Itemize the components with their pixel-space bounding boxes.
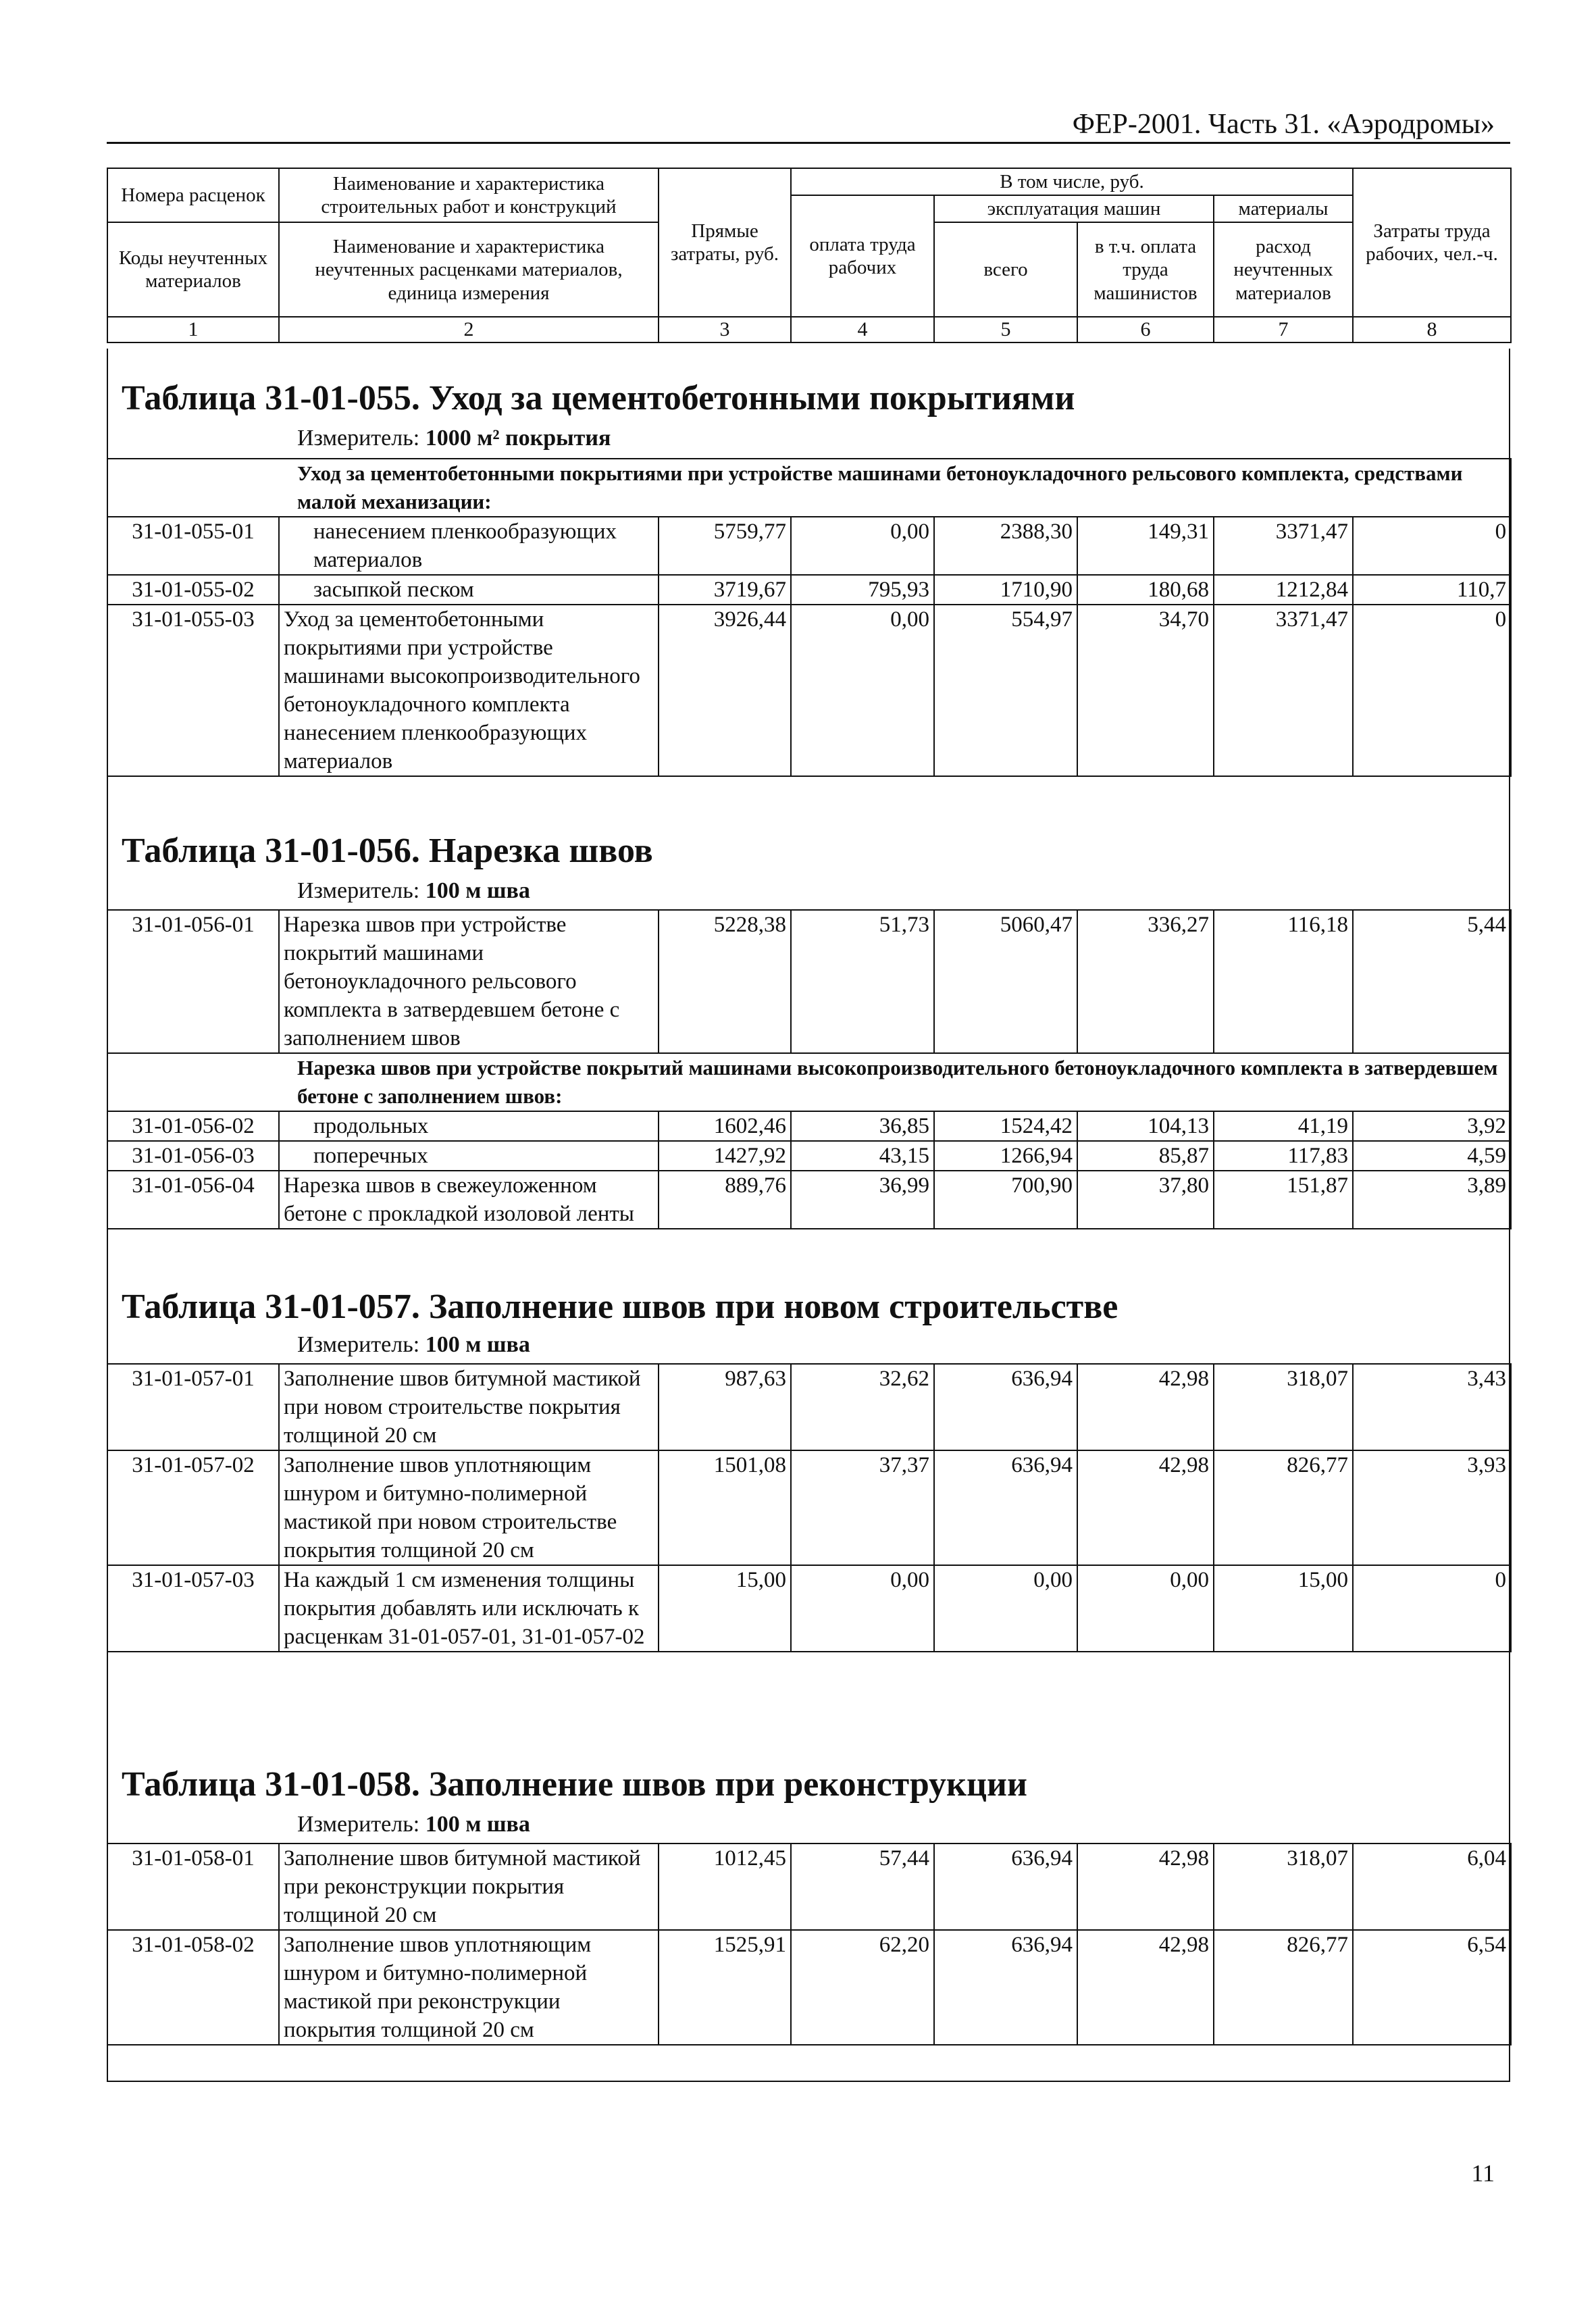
rates-table <box>107 909 1512 1229</box>
col-number: 2 <box>279 317 659 342</box>
rates-table <box>107 1843 1512 2045</box>
group-row <box>107 459 1511 517</box>
col2-top-header: Наименование и характеристика строительных работ и конструкций <box>279 168 659 222</box>
section-measure: Измеритель: 1000 м² покрытия <box>297 426 611 451</box>
group-row <box>107 1053 1511 1111</box>
col6-header: в т.ч. оплата труда машинистов <box>1077 222 1214 317</box>
table-row: 31-01-056-03 поперечных 1427,92 43,15 1266,94 85,87 117,83 4,59 <box>107 1141 1511 1171</box>
col-number: 1 <box>107 317 279 342</box>
table-row: 31-01-057-03 На каждый 1 см изменения толщины покрытия добавлять или исключать к расценкам 31-01-057-01, 31-01-057-02 15,00 0,00 0,00 0,00 15,00 0 <box>107 1565 1511 1652</box>
section-title: Таблица 31-01-058. Заполнение швов при реконструкции <box>122 1765 1027 1804</box>
section-title: Таблица 31-01-057. Заполнение швов при новом строительстве <box>122 1288 1118 1326</box>
col5-header: всего <box>934 222 1077 317</box>
rates-table <box>107 1363 1512 1652</box>
document-header: ФЕР-2001. Часть 31. «Аэродромы» <box>1072 109 1495 140</box>
included-header: В том числе, руб. <box>791 168 1353 195</box>
col1-bottom-header: Коды неучтенных материалов <box>107 222 279 317</box>
page-number: 11 <box>1471 2160 1495 2187</box>
table-row: 31-01-055-02 засыпкой песком 3719,67 795,93 1710,90 180,68 1212,84 110,7 <box>107 575 1511 605</box>
materials-header: материалы <box>1214 195 1353 222</box>
table-row: 31-01-058-02 Заполнение швов уплотняющим шнуром и битумно-полимерной мастикой при реконструкции покрытия толщиной 20 см 1525,91 62,20 636,94 42,98 826,77 6,54 <box>107 1930 1511 2045</box>
header-divider <box>107 142 1510 144</box>
section-measure: Измеритель: 100 м шва <box>297 1332 530 1357</box>
col-number: 8 <box>1353 317 1511 342</box>
table-row: 31-01-056-02 продольных 1602,46 36,85 1524,42 104,13 41,19 3,92 <box>107 1111 1511 1141</box>
section-measure: Измеритель: 100 м шва <box>297 1812 530 1837</box>
section-measure: Измеритель: 100 м шва <box>297 878 530 903</box>
col-number: 6 <box>1077 317 1214 342</box>
col3-header: Прямые затраты, руб. <box>659 168 791 317</box>
table-row: 31-01-055-03 Уход за цементобетонными покрытиями при устройстве машинами высокопроизводительного бетоноукладочного комплекта нанесением пленкообразующих материалов 3926,44 0,00 554,97 34,70 3371,47 0 <box>107 605 1511 776</box>
col4-header: оплата труда рабочих <box>791 195 934 317</box>
table-row: 31-01-057-01 Заполнение швов битумной мастикой при новом строительстве покрытия толщиной 20 см 987,63 32,62 636,94 42,98 318,07 3,43 <box>107 1364 1511 1450</box>
table-row: 31-01-056-04 Нарезка швов в свежеуложенном бетоне с прокладкой изоловой ленты 889,76 36,99 700,90 37,80 151,87 3,89 <box>107 1171 1511 1229</box>
col7-header: расход неучтенных материалов <box>1214 222 1353 317</box>
section-title: Таблица 31-01-056. Нарезка швов <box>122 832 653 870</box>
col2-bottom-header: Наименование и характеристика неучтенных расценками материалов, единица измерения <box>279 222 659 317</box>
table-row: 31-01-055-01 нанесением пленкообразующих материалов 5759,77 0,00 2388,30 149,31 3371,47 0 <box>107 517 1511 575</box>
section-title: Таблица 31-01-055. Уход за цементобетонными покрытиями <box>122 379 1075 417</box>
machines-header: эксплуатация машин <box>934 195 1214 222</box>
col-number: 4 <box>791 317 934 342</box>
col-number: 3 <box>659 317 791 342</box>
table-row: 31-01-058-01 Заполнение швов битумной мастикой при реконструкции покрытия толщиной 20 см 1012,45 57,44 636,94 42,98 318,07 6,04 <box>107 1844 1511 1930</box>
col-number: 5 <box>934 317 1077 342</box>
table-row: 31-01-056-01 Нарезка швов при устройстве покрытий машинами бетоноукладочного рельсового комплекта в затвердевшем бетоне с заполнением швов 5228,38 51,73 5060,47 336,27 116,18 5,44 <box>107 910 1511 1053</box>
column-header-table <box>107 168 1512 343</box>
col1-top-header: Номера расценок <box>107 168 279 222</box>
rates-table <box>107 458 1512 777</box>
col-number: 7 <box>1214 317 1353 342</box>
group-label: Уход за цементобетонными покрытиями при устройстве машинами бетоноукладочного рельсового комплекта, средствами малой механизации: <box>107 459 1511 517</box>
group-label: Нарезка швов при устройстве покрытий машинами высокопроизводительного бетоноукладочного комплекта в затвердевшем бетоне с заполнением швов: <box>107 1053 1511 1111</box>
table-row: 31-01-057-02 Заполнение швов уплотняющим шнуром и битумно-полимерной мастикой при новом строительстве покрытия толщиной 20 см 1501,08 37,37 636,94 42,98 826,77 3,93 <box>107 1450 1511 1565</box>
col8-header: Затраты труда рабочих, чел.-ч. <box>1353 168 1511 317</box>
